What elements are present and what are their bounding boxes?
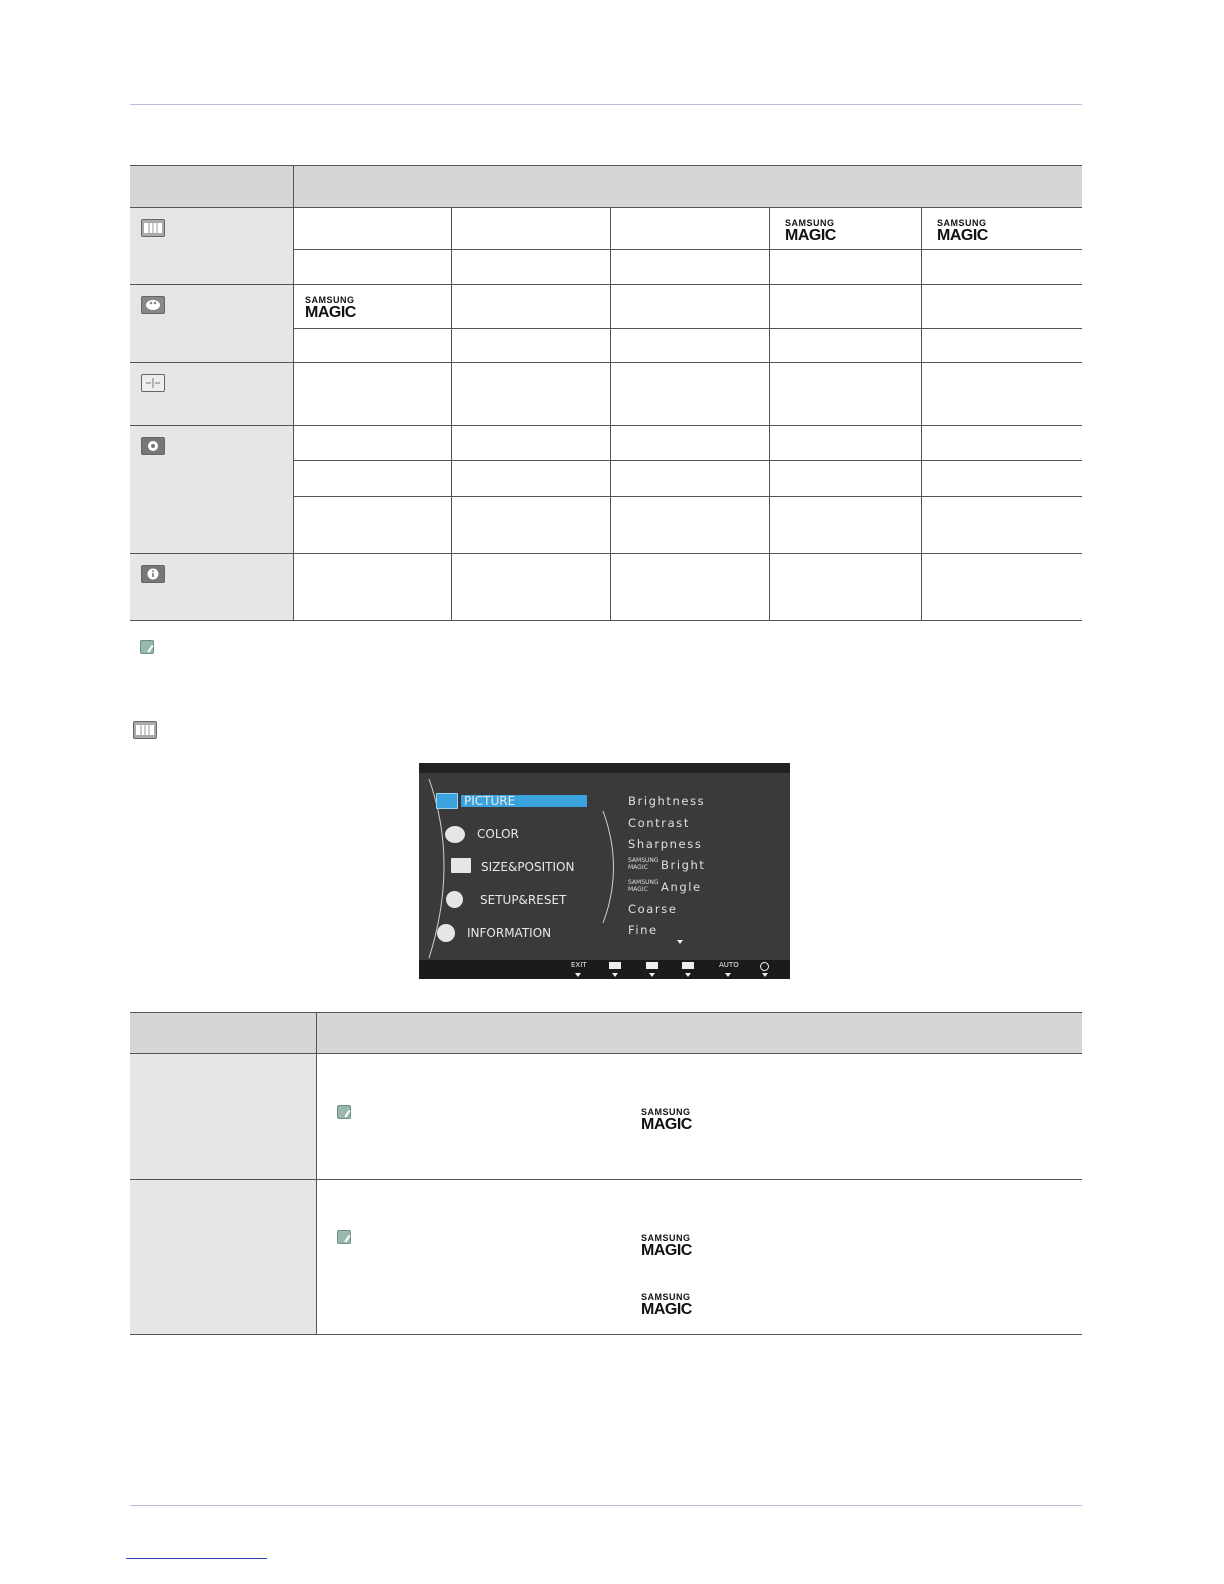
picture-icon — [141, 219, 165, 237]
down-key-arrow-icon — [612, 973, 618, 977]
osd-sub-fine[interactable]: Fine — [628, 923, 658, 937]
table-cell — [770, 285, 922, 329]
table-cell-magic — [770, 208, 922, 250]
row-label-contrast — [130, 1180, 317, 1335]
table-cell — [922, 329, 1082, 363]
note-icon — [337, 1230, 351, 1244]
exit-key-arrow-icon — [575, 973, 581, 977]
samsung-magic-logo: SAMSUNG MAGIC — [305, 295, 356, 321]
table-cell — [294, 329, 452, 363]
picture-icon — [436, 793, 458, 809]
header-rule — [130, 104, 1082, 105]
table-cell — [452, 329, 611, 363]
row-group-picture — [130, 208, 294, 285]
osd-menu-screenshot: PICTURE COLOR SIZE&POSITION SETUP&RESET INFORMATION Brightness Contrast Sharpness SAMSUNG MAGIC Bright SAMSUNG MAGIC Angle Coarse Fine EXIT AUTO — [419, 763, 790, 979]
table-cell-magic — [922, 208, 1082, 250]
note-icon — [337, 1105, 351, 1119]
up-key-arrow-icon — [649, 973, 655, 977]
table-cell — [452, 497, 611, 554]
table-cell — [452, 461, 611, 497]
row-content-brightness — [317, 1054, 1082, 1180]
table-cell — [611, 426, 770, 461]
table-header-left — [130, 1012, 317, 1054]
table-cell — [294, 250, 452, 285]
table-header-right — [317, 1012, 1082, 1054]
table-cell — [922, 426, 1082, 461]
table-cell — [611, 497, 770, 554]
table-cell — [922, 497, 1082, 554]
table-cell — [294, 497, 452, 554]
osd-sub-contrast[interactable]: Contrast — [628, 816, 690, 830]
exit-key-label[interactable]: EXIT — [571, 961, 587, 969]
auto-key-label[interactable]: AUTO — [719, 961, 739, 969]
size-position-icon — [451, 858, 471, 873]
table-cell — [922, 285, 1082, 329]
table-cell — [611, 208, 770, 250]
table-cell — [922, 554, 1082, 621]
row-group-information — [130, 554, 294, 621]
table-cell — [452, 208, 611, 250]
table-cell — [611, 250, 770, 285]
table-cell — [770, 461, 922, 497]
enter-key-icon[interactable] — [682, 962, 694, 969]
down-key-icon[interactable] — [609, 962, 621, 969]
info-icon — [141, 565, 165, 583]
gear-icon — [141, 437, 165, 455]
small-magic-logo: SAMSUNG MAGIC — [628, 879, 659, 893]
table-cell — [770, 497, 922, 554]
picture-section-icon — [133, 721, 157, 739]
osd-menu-color[interactable]: COLOR — [477, 827, 519, 841]
row-group-color — [130, 285, 294, 363]
table-cell — [611, 461, 770, 497]
osd-sub-coarse[interactable]: Coarse — [628, 902, 678, 916]
table-cell — [770, 426, 922, 461]
table-cell — [294, 461, 452, 497]
table-cell — [611, 285, 770, 329]
table-cell — [770, 363, 922, 426]
scroll-down-icon[interactable] — [677, 940, 683, 944]
osd-sub-sharpness[interactable]: Sharpness — [628, 837, 703, 851]
row-group-size-position — [130, 363, 294, 426]
table-cell — [452, 426, 611, 461]
row-label-brightness — [130, 1054, 317, 1180]
table-cell — [294, 426, 452, 461]
up-key-icon[interactable] — [646, 962, 658, 969]
gear-icon — [446, 891, 463, 908]
table-cell — [770, 250, 922, 285]
auto-key-arrow-icon — [725, 973, 731, 977]
osd-menu-information[interactable]: INFORMATION — [467, 926, 552, 940]
footer-rule — [130, 1505, 1082, 1506]
info-icon — [437, 924, 455, 942]
note-icon — [140, 640, 154, 654]
row-group-setup-reset — [130, 426, 294, 554]
table-cell — [452, 363, 611, 426]
small-magic-logo: SAMSUNG MAGIC — [628, 857, 659, 871]
table-cell — [452, 285, 611, 329]
osd-menu-picture[interactable]: PICTURE — [464, 794, 516, 808]
palette-icon — [141, 296, 165, 314]
palette-icon — [445, 826, 465, 843]
samsung-magic-logo: SAMSUNG MAGIC — [641, 1107, 692, 1133]
osd-menu-setup-reset[interactable]: SETUP&RESET — [480, 893, 567, 907]
power-key-icon[interactable] — [760, 962, 769, 971]
table-cell — [294, 554, 452, 621]
table-cell — [611, 363, 770, 426]
table-cell — [770, 554, 922, 621]
table-cell — [611, 329, 770, 363]
osd-sub-brightness[interactable]: Brightness — [628, 794, 706, 808]
table-cell — [922, 363, 1082, 426]
samsung-magic-logo: SAMSUNG MAGIC — [641, 1292, 692, 1318]
samsung-magic-logo: SAMSUNG MAGIC — [641, 1233, 692, 1259]
table-cell — [922, 461, 1082, 497]
table-cell — [922, 250, 1082, 285]
table-header-left — [130, 165, 294, 208]
table-header-right — [294, 165, 1082, 208]
osd-menu-size-position[interactable]: SIZE&POSITION — [481, 860, 575, 874]
table-cell-magic — [294, 285, 452, 329]
samsung-magic-logo: SAMSUNG MAGIC — [937, 218, 988, 244]
table-cell — [452, 250, 611, 285]
enter-key-arrow-icon — [685, 973, 691, 977]
table-cell — [452, 554, 611, 621]
samsung-magic-logo: SAMSUNG MAGIC — [785, 218, 836, 244]
power-key-arrow-icon — [762, 973, 768, 977]
table-cell — [611, 554, 770, 621]
table-cell — [770, 329, 922, 363]
table-cell — [294, 363, 452, 426]
footer-link-underline[interactable] — [126, 1558, 267, 1559]
table-cell — [294, 208, 452, 250]
size-position-icon — [141, 374, 165, 392]
row-content-contrast — [317, 1180, 1082, 1335]
